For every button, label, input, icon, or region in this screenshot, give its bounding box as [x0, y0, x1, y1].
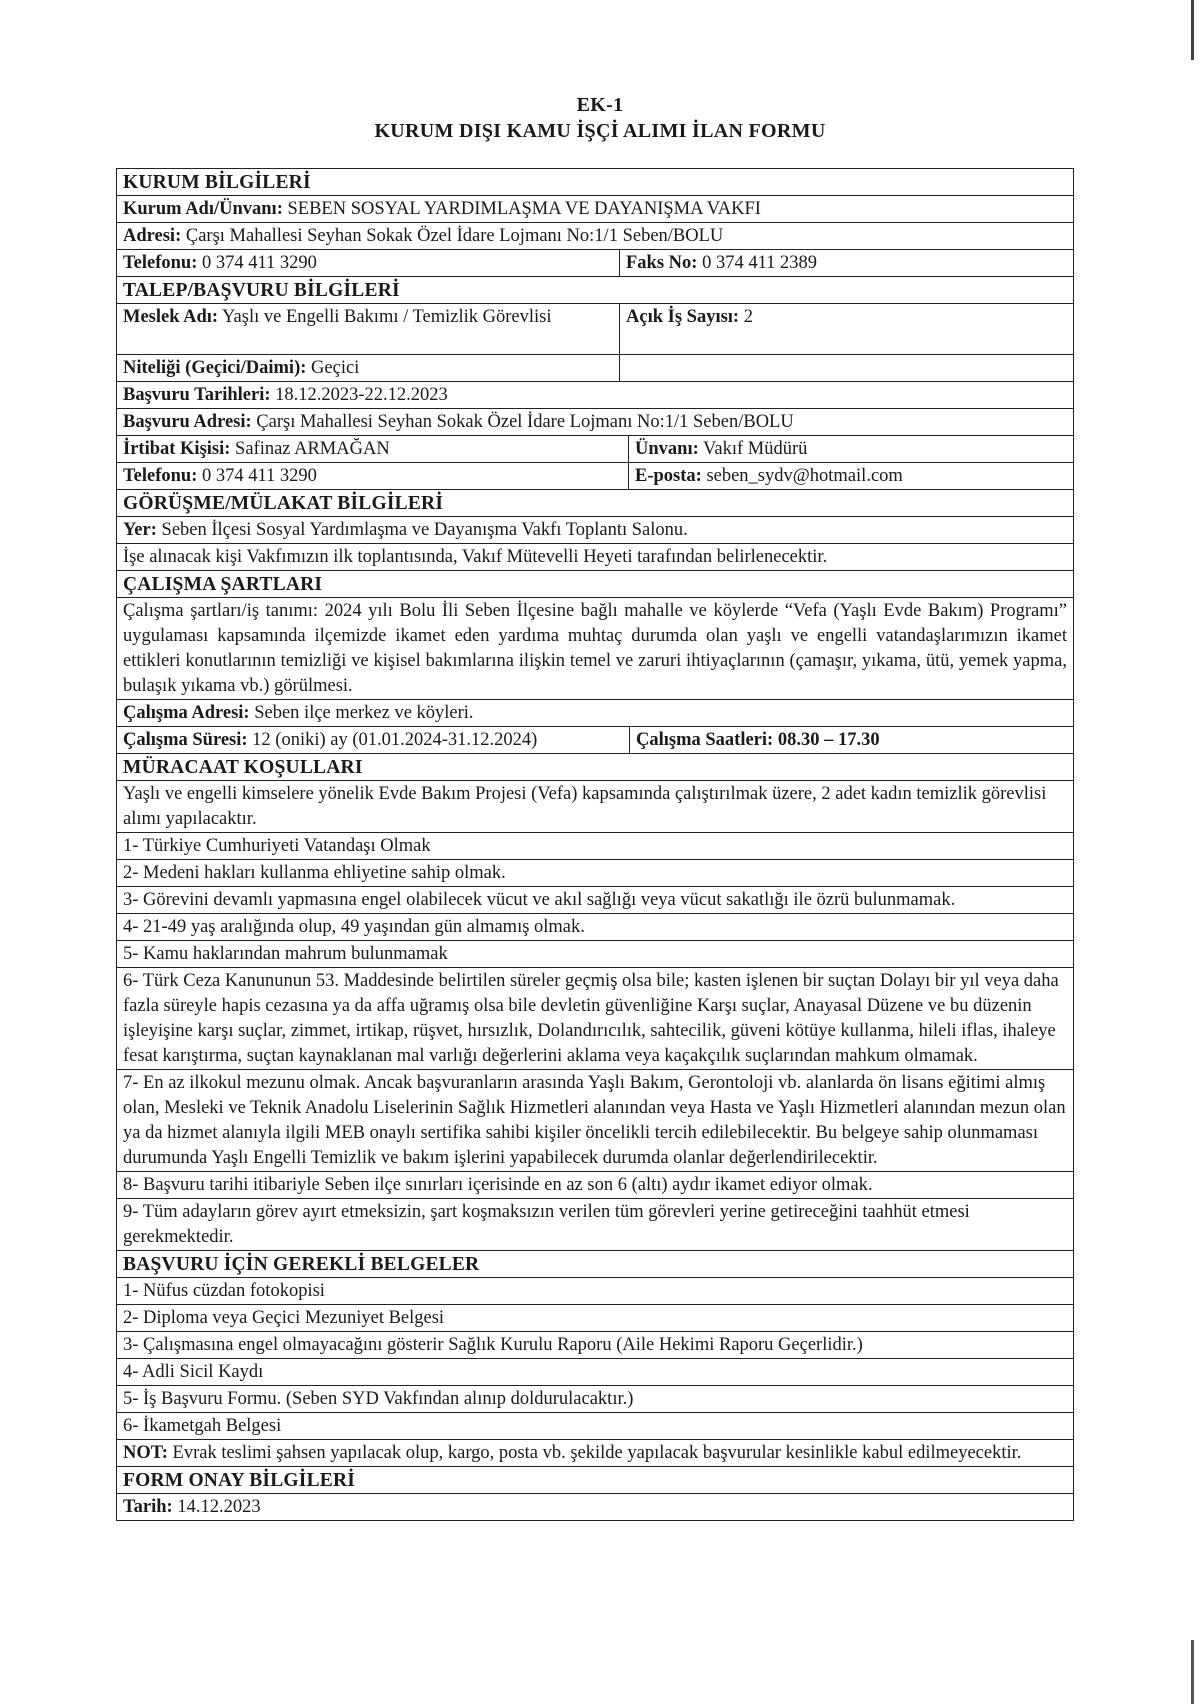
application-address-row	[117, 409, 1073, 436]
requirements-intro-row	[117, 781, 1073, 833]
section-title: TALEP/BAŞVURU BİLGİLERİ	[123, 280, 400, 301]
scan-edge-mark	[1191, 0, 1194, 1704]
document-item: 3- Çalışmasına engel olmayacağını gösterir Sağlık Kurulu Raporu (Aile Hekimi Raporu Geçerlidir.)	[117, 1332, 1073, 1359]
field-label: Başvuru Tarihleri:	[123, 385, 271, 405]
approval-date-row	[117, 1494, 1073, 1521]
section-title: GÖRÜŞME/MÜLAKAT BİLGİLERİ	[123, 493, 444, 514]
document-item: 4- Adli Sicil Kaydı	[117, 1359, 1073, 1386]
work-duration: 12 (oniki) ay (01.01.2024-31.12.2024)	[252, 730, 538, 750]
empty-cell	[620, 355, 1073, 381]
requirement-item: 1- Türkiye Cumhuriyeti Vatandaşı Olmak	[117, 833, 1073, 860]
section-title: BAŞVURU İÇİN GEREKLİ BELGELER	[123, 1254, 480, 1275]
section-title: FORM ONAY BİLGİLERİ	[123, 1470, 356, 1491]
section-title: MÜRACAAT KOŞULLARI	[123, 757, 363, 778]
requirement-item: 2- Medeni hakları kullanma ehliyetine sahip olmak.	[117, 860, 1073, 887]
contact-title: Vakıf Müdürü	[703, 439, 808, 459]
field-label: NOT:	[123, 1443, 168, 1463]
field-label: Niteliği (Geçici/Daimi):	[123, 358, 307, 378]
interview-note-row	[117, 544, 1073, 571]
requirement-item: 6- Türk Ceza Kanununun 53. Maddesinde belirtilen süreler geçmiş olsa bile; kasten işlenen bir suçtan Dolayı bir yıl veya daha fazla süreyle hapis cezasına ya da affa uğramış olsa bile devletin güvenliğine Karşı suçlar, Anayasal Düzene ve bu düzenin işleyişine karşı suçlar, zimmet, irtikap, rüşvet, hırsızlık, Dolandırıcılık, sahtecilik, güveni kötüye kullanma, hileli iflas, ihaleye fesat karıştırma, suçtan kaynaklanan mal varlığı değerlerini aklama veya kaçakçılık suçlarından mahkum olmamak.	[117, 968, 1073, 1070]
field-label: E-posta:	[635, 466, 702, 486]
section-application	[117, 277, 1073, 304]
job-row	[117, 304, 1073, 355]
section-title: ÇALIŞMA ŞARTLARI	[123, 574, 323, 595]
field-label: Meslek Adı:	[123, 307, 219, 327]
institution-address: Çarşı Mahallesi Seyhan Sokak Özel İdare Lojmanı No:1/1 Seben/BOLU	[185, 226, 724, 246]
dates-row	[117, 382, 1073, 409]
field-label: Telefonu:	[123, 253, 198, 273]
section-conditions	[117, 571, 1073, 598]
document-item: 6- İkametgah Belgesi	[117, 1413, 1073, 1440]
document-item: 1- Nüfus cüzdan fotokopisi	[117, 1278, 1073, 1305]
approval-date: 14.12.2023	[177, 1497, 261, 1517]
work-hours: 08.30 – 17.30	[777, 730, 880, 750]
section-institution	[117, 169, 1073, 196]
field-label: Tarih:	[123, 1497, 173, 1517]
field-label: Adresi:	[123, 226, 182, 246]
institution-phone-row	[117, 250, 1073, 277]
requirement-item: 5- Kamu haklarından mahrum bulunmamak	[117, 941, 1073, 968]
contact-email: seben_sydv@hotmail.com	[706, 466, 903, 486]
institution-fax: 0 374 411 2389	[702, 253, 818, 273]
announcement-form	[116, 168, 1074, 1521]
form-title: KURUM DIŞI KAMU İŞÇİ ALIMI İLAN FORMU	[374, 120, 826, 142]
requirement-item: 4- 21-49 yaş aralığında olup, 49 yaşından gün almamış olmak.	[117, 914, 1073, 941]
field-label: Ünvanı:	[635, 439, 699, 459]
interview-place-row	[117, 517, 1073, 544]
application-address: Çarşı Mahallesi Seyhan Sokak Özel İdare Lojmanı No:1/1 Seben/BOLU	[256, 412, 794, 432]
open-positions: 2	[743, 307, 753, 327]
interview-note: İşe alınacak kişi Vakfımızın ilk toplantısında, Vakıf Mütevelli Heyeti tarafından belirlenecektir.	[123, 547, 828, 567]
field-label: Çalışma Süresi:	[123, 730, 248, 750]
documents-note: Evrak teslimi şahsen yapılacak olup, kargo, posta vb. şekilde yapılacak başvurular kesinlikle kabul edilmeyecektir.	[172, 1443, 1022, 1463]
contact-person: Safinaz ARMAĞAN	[235, 439, 390, 459]
conditions-description: Çalışma şartları/iş tanımı: 2024 yılı Bolu İli Seben İlçesine bağlı mahalle ve köylerde “Vefa (Yaşlı Evde Bakım) Programı” uygulaması kapsamında ilçemizde ikamet eden yardıma muhtaç durumda olan yaşlı ve engelli vatandaşlarımızın ikamet ettikleri konutlarının temizliği ve kişisel bakımlarına ilişkin temel ve zaruri ihtiyaçlarının (çamaşır, yıkama, ütü, yemek yapma, bulaşık yıkama vb.) görülmesi.	[123, 601, 1067, 696]
interview-place: Seben İlçesi Sosyal Yardımlaşma ve Dayanışma Vakfı Toplantı Salonu.	[161, 520, 688, 540]
job-name: Yaşlı ve Engelli Bakımı / Temizlik Görevlisi	[222, 307, 552, 327]
documents-note-row	[117, 1440, 1073, 1467]
field-label: Telefonu:	[123, 466, 198, 486]
field-label: Çalışma Adresi:	[123, 703, 250, 723]
section-documents	[117, 1251, 1073, 1278]
work-address-row	[117, 700, 1073, 727]
field-label: Yer:	[123, 520, 157, 540]
document-item: 5- İş Başvuru Formu. (Seben SYD Vakfından alınıp doldurulacaktır.)	[117, 1386, 1073, 1413]
requirement-item: 9- Tüm adayların görev ayırt etmeksizin, şart koşmaksızın verilen tüm görevleri yerine getireceğini taahhüt etmesi gerekmektedir.	[117, 1199, 1073, 1251]
requirement-item: 7- En az ilkokul mezunu olmak. Ancak başvuranların arasında Yaşlı Bakım, Gerontoloji vb. alanlarda ön lisans eğitimi almış olan, Mesleki ve Teknik Anadolu Liselerinin Sağlık Hizmetleri alanından veya Hasta ve Yaşlı Hizmetleri alanından mezun olan ya da hizmet alanıyla ilgili MEB onaylı sertifika sahibi kişiler öncelikli tercih edilebilecektir. Bu belgeye sahip olunmaması durumunda Yaşlı Engelli Temizlik ve bakım işlerini yapabilecek durumda olanlar değerlendirilecektir.	[117, 1070, 1073, 1172]
contact-phone-row	[117, 463, 1073, 490]
field-label: Açık İş Sayısı:	[626, 307, 740, 327]
document-item: 2- Diploma veya Geçici Mezuniyet Belgesi	[117, 1305, 1073, 1332]
contact-row	[117, 436, 1073, 463]
institution-address-row	[117, 223, 1073, 250]
requirement-item: 3- Görevini devamlı yapmasına engel olabilecek vücut ve akıl sağlığı veya vücut sakatlığı ile özrü bulunmamak.	[117, 887, 1073, 914]
section-title: KURUM BİLGİLERİ	[123, 172, 311, 193]
institution-name: SEBEN SOSYAL YARDIMLAŞMA VE DAYANIŞMA VAKFI	[287, 199, 761, 219]
section-interview	[117, 490, 1073, 517]
field-label: Kurum Adı/Ünvanı:	[123, 199, 283, 219]
section-requirements	[117, 754, 1073, 781]
form-header	[0, 92, 1200, 144]
field-label: İrtibat Kişisi:	[123, 439, 231, 459]
requirements-intro: Yaşlı ve engelli kimselere yönelik Evde Bakım Projesi (Vefa) kapsamında çalıştırılmak üzere, 2 adet kadın temizlik görevlisi alımı yapılacaktır.	[123, 784, 1047, 829]
conditions-description-row	[117, 598, 1073, 700]
annex-label: EK-1	[576, 94, 624, 116]
employment-type: Geçici	[311, 358, 360, 378]
field-label: Faks No:	[626, 253, 698, 273]
work-address: Seben ilçe merkez ve köyleri.	[254, 703, 474, 723]
requirement-item: 8- Başvuru tarihi itibariyle Seben ilçe sınırları içerisinde en az son 6 (altı) aydır ikamet ediyor olmak.	[117, 1172, 1073, 1199]
institution-name-row	[117, 196, 1073, 223]
type-row	[117, 355, 1073, 382]
contact-phone: 0 374 411 3290	[201, 466, 317, 486]
field-label: Çalışma Saatleri:	[636, 730, 774, 750]
field-label: Başvuru Adresi:	[123, 412, 252, 432]
duration-row	[117, 727, 1073, 754]
section-approval	[117, 1467, 1073, 1494]
institution-phone: 0 374 411 3290	[201, 253, 317, 273]
application-dates: 18.12.2023-22.12.2023	[275, 385, 448, 405]
